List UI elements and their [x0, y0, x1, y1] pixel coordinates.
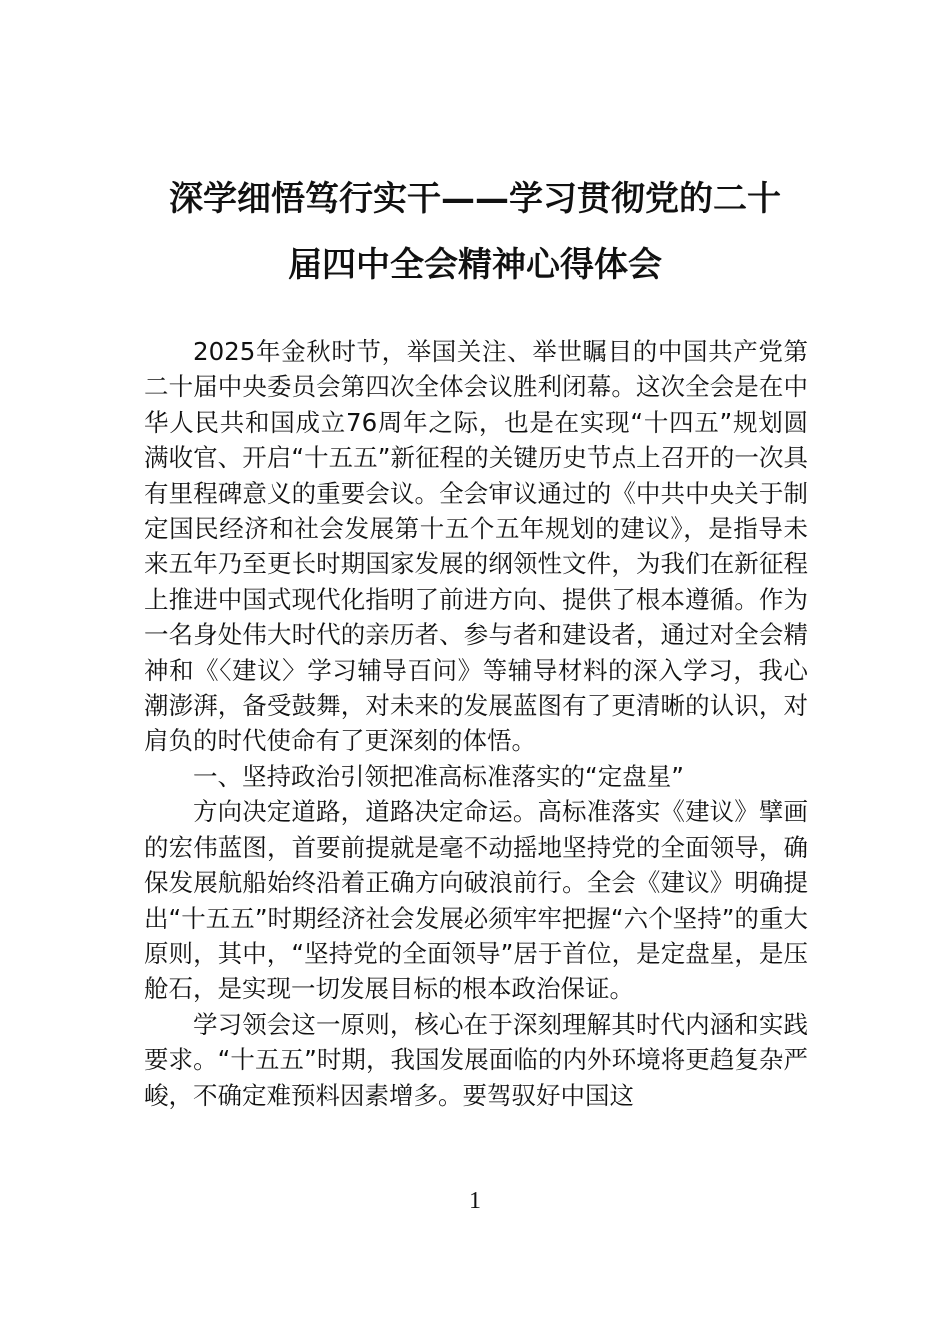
paragraph-intro: 2025年金秋时节，举国关注、举世瞩目的中国共产党第二十届中央委员会第四次全体会议胜利闭幕。这次全会是在中华人民共和国成立76周年之际，也是在实现“十四五”规划圆满收官、开启“十五五”新征程的关键历史节点上召开的一次具有里程碑意义的重要会议。全会审议通过的《中共中央关于制定国民经济和社会发展第十五个五年规划的建议》，是指导未来五年乃至更长时期国家发展的纲领性文件，为我们在新征程上推进中国式现代化指明了前进方向、提供了根本遵循。作为一名身处伟大时代的亲历者、参与者和建设者，通过对全会精神和《〈建议〉学习辅导百问》等辅导材料的深入学习，我心潮澎湃，备受鼓舞，对未来的发展蓝图有了更清晰的认识，对肩负的时代使命有了更深刻的体悟。 — [144, 337, 808, 756]
document-title — [140, 166, 810, 298]
section-heading: 一、坚持政治引领把准高标准落实的“定盘星” — [193, 761, 684, 791]
page-number: 1 — [469, 1188, 481, 1214]
paragraph-direction: 方向决定道路，道路决定命运。高标准落实《建议》擘画的宏伟蓝图，首要前提就是毫不动摇地坚持党的全面领导，确保发展航船始终沿着正确方向破浪前行。全会《建议》明确提出“十五五”时期经济社会发展必须牢牢把握“六个坚持”的重大原则，其中，“坚持党的全面领导”居于首位，是定盘星，是压舱石，是实现一切发展目标的根本政治保证。 — [144, 797, 808, 1004]
document-body — [144, 334, 808, 1113]
paragraph-understanding: 学习领会这一原则，核心在于深刻理解其时代内涵和实践要求。“十五五”时期，我国发展面临的内外环境将更趋复杂严峻，不确定难预料因素增多。要驾驭好中国这 — [144, 1009, 808, 1110]
title-line-2: 届四中全会精神心得体会 — [288, 245, 662, 285]
title-line-1: 深学细悟笃行实干——学习贯彻党的二十 — [169, 179, 781, 219]
